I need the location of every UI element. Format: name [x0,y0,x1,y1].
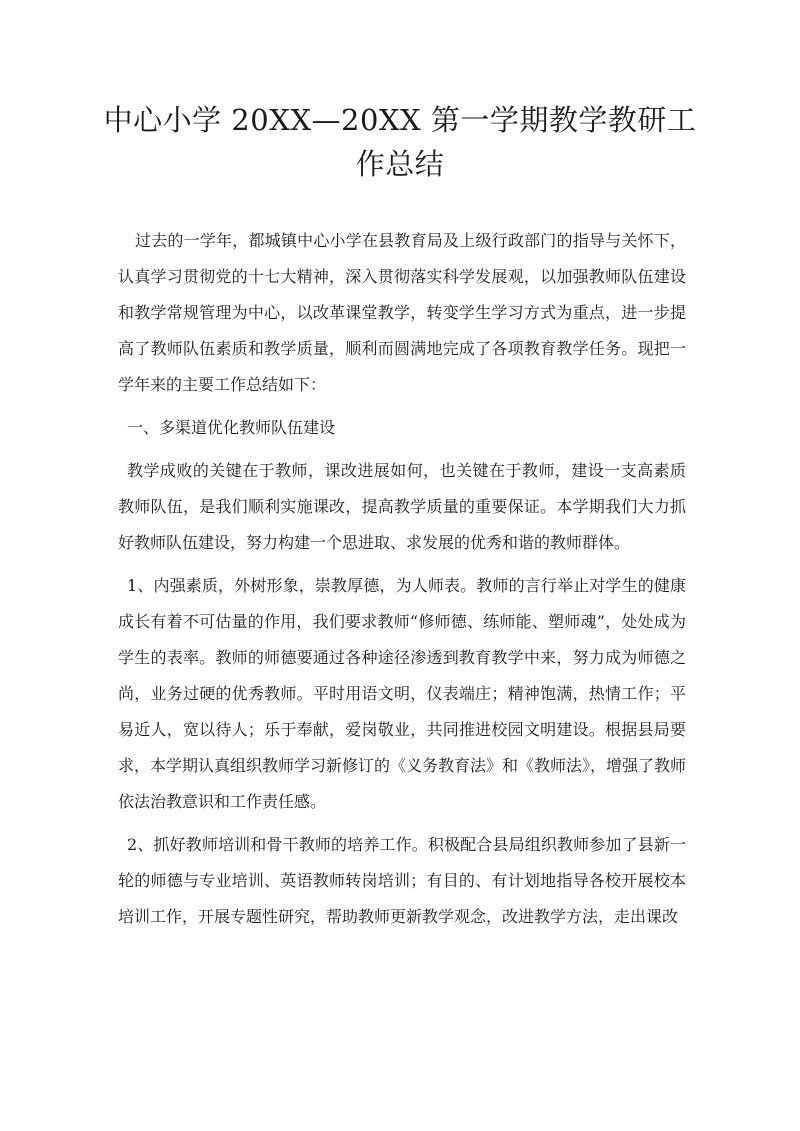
document-title-line-1: 中心小学 20XX—20XX 第一学期教学教研工 [103,103,697,137]
section-heading-1: 一、多渠道优化教师队伍建设 [127,418,336,437]
item-1-paragraph: 1、内强素质，外树形象，崇教厚德，为人师表。教师的言行举止对学生的健康成长有着不可估量的作用，我们要求教师“修师德、练师能、塑师魂”，处处成为学生的表率。教师的师德要通过各种途径渗透到教育教学中来，努力成为师德之尚，业务过硬的优秀教师。平时用语文明，仪表端庄；精神饱满，热情工作；平易近人，宽以待人；乐于奉献，爱岗敬业，共同推进校园文明建设。根据县局要求，本学期认真组织教师学习新修订的《义务教育法》和《教师法》，增强了教师依法治教意识和工作责任感。 [118,576,687,811]
document-body [118,223,686,935]
section-1-paragraph: 教学成败的关键在于教师，课改进展如何，也关键在于教师，建设一支高素质教师队伍，是我们顺利实施课改，提高教学质量的重要保证。本学期我们大力抓好教师队伍建设，努力构建一个思进取、求发展的优秀和谐的教师群体。 [118,461,686,552]
item-2-paragraph: 2、抓好教师培训和骨干教师的培养工作。积极配合县局组织教师参加了县新一轮的师德与专业培训、英语教师转岗培训；有目的、有计划地指导各校开展校本培训工作，开展专题性研究，帮助教师更新教学观念，改进教学方法，走出课改 [118,835,686,926]
document-title-line-2: 作总结 [355,147,445,181]
intro-paragraph: 过去的一学年，都城镇中心小学在县教育局及上级行政部门的指导与关怀下，认真学习贯彻党的十七大精神，深入贯彻落实科学发展观，以加强教师队伍建设和教学常规管理为中心，以改革课堂教学，转变学生学习方式为重点，进一步提高了教师队伍素质和教学质量，顺利而圆满地完成了各项教育教学任务。现把一学年来的主要工作总结如下： [118,231,686,394]
